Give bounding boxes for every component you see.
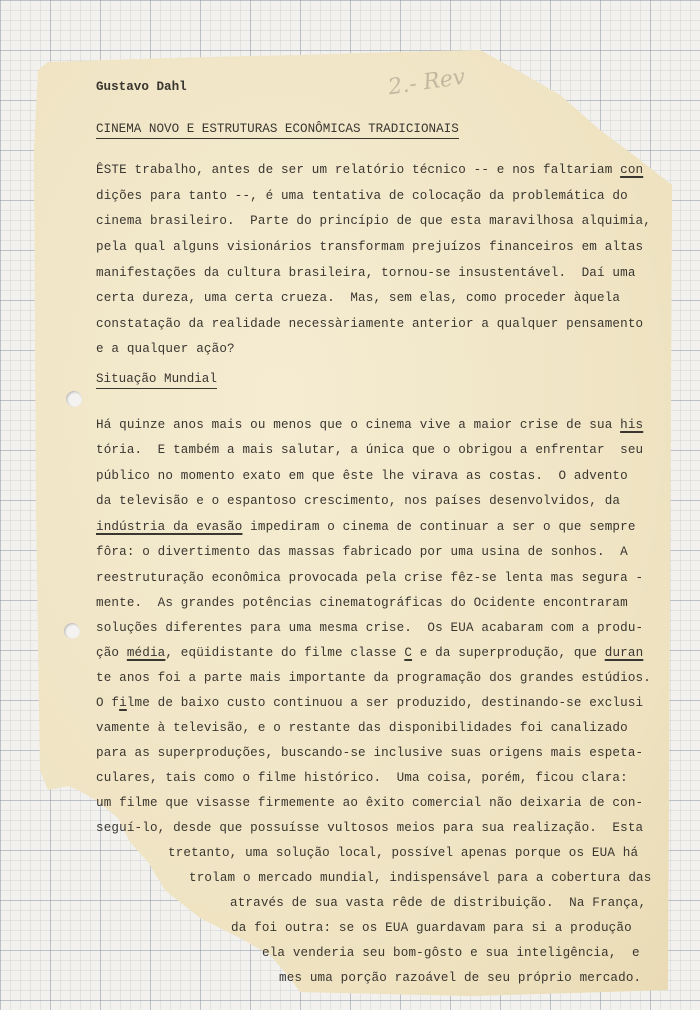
body-line-7: reestruturação econômica provocada pela crise fêz-se lenta mas segura - — [96, 571, 644, 585]
section-heading: Situação Mundial — [96, 372, 217, 389]
body-line-15: culares, tais como o filme histórico. Uma coisa, porém, ficou clara: — [96, 771, 628, 785]
body-line-11: te anos foi a parte mais importante da programação dos grandes estúdios. — [96, 671, 651, 685]
punch-hole-bottom — [64, 623, 80, 639]
document-title: CINEMA NOVO E ESTRUTURAS ECONÔMICAS TRADICIONAIS — [96, 122, 459, 139]
intro-line-6: certa dureza, uma certa crueza. Mas, sem elas, como proceder àquela — [96, 291, 621, 305]
body-line-10: ção média, eqüidistante do filme classe C e da superprodução, que duran — [96, 646, 644, 660]
body-line-17: seguí-lo, desde que possuísse vultosos meios para sua realização. Esta — [96, 821, 644, 835]
punch-hole-top — [66, 391, 82, 407]
body-line-2: tória. E também a mais salutar, a única que o obrigou a enfrentar seu — [96, 443, 644, 457]
intro-line-7: constatação da realidade necessàriamente anterior a qualquer pensamento — [96, 317, 644, 331]
body-line-19: trolam o mercado mundial, indispensável para a cobertura das — [189, 871, 652, 885]
body-line-23: mes uma porção razoável de seu próprio mercado. — [279, 971, 642, 985]
author-name: Gustavo Dahl — [96, 80, 187, 94]
body-line-8: mente. As grandes potências cinematográficas do Ocidente encontraram — [96, 596, 628, 610]
body-line-3: público no momento exato em que êste lhe virava as costas. O advento — [96, 469, 628, 483]
intro-line-2: dições para tanto --, é uma tentativa de colocação da problemática do — [96, 189, 628, 203]
body-line-1: Há quinze anos mais ou menos que o cinema vive a maior crise de sua his — [96, 418, 644, 432]
intro-line-5: manifestações da cultura brasileira, tornou-se insustentável. Daí uma — [96, 266, 636, 280]
body-line-20: através de sua vasta rêde de distribuição. Na França, — [230, 896, 647, 910]
intro-line-4: pela qual alguns visionários transformam prejuízos financeiros em altas — [96, 240, 644, 254]
body-line-4: da televisão e o espantoso crescimento, nos países desenvolvidos, da — [96, 494, 621, 508]
body-line-5: indústria da evasão impediram o cinema de continuar a ser o que sempre — [96, 520, 636, 534]
pencil-annotation: 2.- Rev — [386, 64, 467, 101]
intro-line-1: ÊSTE trabalho, antes de ser um relatório técnico -- e nos faltariam con — [96, 163, 644, 177]
intro-line-8: e a qualquer ação? — [96, 342, 235, 356]
body-line-12: O filme de baixo custo continuou a ser produzido, destinando-se exclusi — [96, 696, 644, 710]
body-line-13: vamente à televisão, e o restante das disponibilidades foi canalizado — [96, 721, 628, 735]
body-line-14: para as superproduções, buscando-se inclusive suas origens mais espeta- — [96, 746, 644, 760]
body-line-22: ela venderia seu bom-gôsto e sua inteligência, e — [262, 946, 640, 960]
body-line-9: soluções diferentes para uma mesma crise. Os EUA acabaram com a produ- — [96, 621, 644, 635]
body-line-6: fôra: o divertimento das massas fabricado por uma usina de sonhos. A — [96, 545, 628, 559]
body-line-21: da foi outra: se os EUA guardavam para si a produção — [231, 921, 632, 935]
intro-line-3: cinema brasileiro. Parte do princípio de que esta maravilhosa alquimia, — [96, 214, 651, 228]
body-line-16: um filme que visasse firmemente ao êxito comercial não deixaria de con- — [96, 796, 644, 810]
body-line-18: tretanto, uma solução local, possível apenas porque os EUA há — [168, 846, 639, 860]
